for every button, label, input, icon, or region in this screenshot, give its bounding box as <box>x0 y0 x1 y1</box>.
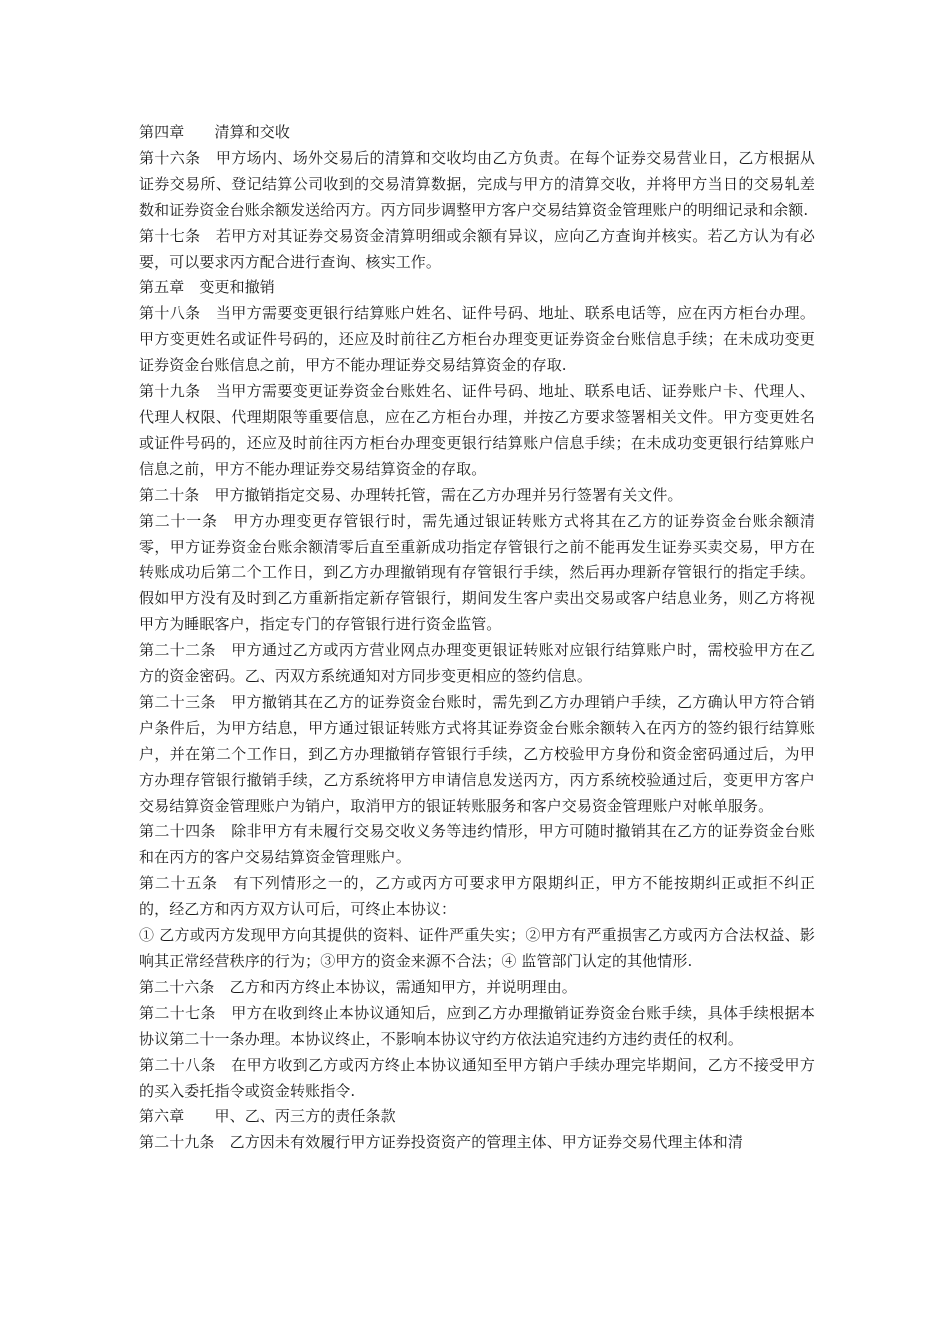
article-26: 第二十六条 乙方和丙方终止本协议，需通知甲方，并说明理由。 <box>139 977 577 996</box>
document-body <box>139 120 815 1156</box>
article-21: 第二十一条 甲方办理变更存管银行时，需先通过银证转账方式将其在乙方的证券资金台账余额清零，甲方证券资金台账余额清零后直至重新成功指定存管银行之前不能再发生证券买卖交易，甲方在转账成功后第二个工作日，到乙方办理撤销现有存管银行手续，然后再办理新存管银行的指定手续。假如甲方没有及时到乙方重新指定新存管银行，期间发生客户卖出交易或客户结息业务，则乙方将视甲方为睡眠客户，指定专门的存管银行进行资金监管。 <box>139 511 815 634</box>
article-22: 第二十二条 甲方通过乙方或丙方营业网点办理变更银证转账对应银行结算账户时，需校验甲方在乙方的资金密码。乙、丙双方系统通知对方同步变更相应的签约信息。 <box>139 641 815 686</box>
chapter-4-heading: 第四章 清算和交收 <box>139 123 291 141</box>
article-29: 第二十九条 乙方因未有效履行甲方证券投资资产的管理主体、甲方证券交易代理主体和清 <box>139 1133 744 1152</box>
article-27: 第二十七条 甲方在收到终止本协议通知后，应到乙方办理撤销证券资金台账手续，具体手续根据本协议第二十一条办理。本协议终止，不影响本协议守约方依法追究违约方违约责任的权利。 <box>139 1003 815 1048</box>
article-17: 第十七条 若甲方对其证券交易资金清算明细或余额有异议，应向乙方查询并核实。若乙方认为有必要，可以要求丙方配合进行查询、核实工作。 <box>139 226 815 271</box>
article-18: 第十八条 当甲方需要变更银行结算账户姓名、证件号码、地址、联系电话等，应在丙方柜台办理。甲方变更姓名或证件号码的，还应及时前往乙方柜台办理变更证券资金台账信息手续；在未成功变更证券资金台账信息之前，甲方不能办理证券交易结算资金的存取. <box>139 304 815 375</box>
article-20: 第二十条 甲方撤销指定交易、办理转托管，需在乙方办理并另行签署有关文件。 <box>139 485 683 504</box>
article-23: 第二十三条 甲方撤销其在乙方的证券资金台账时，需先到乙方办理销户手续，乙方确认甲方符合销户条件后，为甲方结息，甲方通过银证转账方式将其证券资金台账余额转入在丙方的签约银行结算账户，并在第二个工作日，到乙方办理撤销存管银行手续，乙方校验甲方身份和资金密码通过后，为甲方办理存管银行撤销手续，乙方系统将甲方申请信息发送丙方，丙方系统校验通过后，变更甲方客户交易结算资金管理账户为销户，取消甲方的银证转账服务和客户交易资金管理账户对帐单服务。 <box>139 692 815 815</box>
article-16: 第十六条 甲方场内、场外交易后的清算和交收均由乙方负责。在每个证券交易营业日，乙方根据从证券交易所、登记结算公司收到的交易清算数据，完成与甲方的清算交收，并将甲方当日的交易轧差数和证券资金台账余额发送给丙方。丙方同步调整甲方客户交易结算资金管理账户的明细记录和余额. <box>139 148 815 219</box>
article-25-items: ① 乙方或丙方发现甲方向其提供的资料、证件严重失实；②甲方有严重损害乙方或丙方合法权益、影响其正常经营秩序的行为；③甲方的资金来源不合法；④ 监管部门认定的其他情形. <box>139 926 815 970</box>
article-28: 第二十八条 在甲方收到乙方或丙方终止本协议通知至甲方销户手续办理完毕期间，乙方不接受甲方的买入委托指令或资金转账指令. <box>139 1055 815 1100</box>
article-24: 第二十四条 除非甲方有未履行交易交收义务等违约情形，甲方可随时撤销其在乙方的证券资金台账和在丙方的客户交易结算资金管理账户。 <box>139 822 815 867</box>
article-19: 第十九条 当甲方需要变更证券资金台账姓名、证件号码、地址、联系电话、证券账户卡、代理人、代理人权限、代理期限等重要信息，应在乙方柜台办理，并按乙方要求签署相关文件。甲方变更姓名或证件号码的，还应及时前往丙方柜台办理变更银行结算账户信息手续；在未成功变更银行结算账户信息之前，甲方不能办理证券交易结算资金的存取。 <box>139 382 815 478</box>
chapter-6-heading: 第六章 甲、乙、丙三方的责任条款 <box>139 1107 396 1126</box>
chapter-5-heading: 第五章 变更和撤销 <box>139 278 275 297</box>
article-25: 第二十五条 有下列情形之一的，乙方或丙方可要求甲方限期纠正，甲方不能按期纠正或拒不纠正的，经乙方和丙方双方认可后，可终止本协议： <box>139 874 815 919</box>
